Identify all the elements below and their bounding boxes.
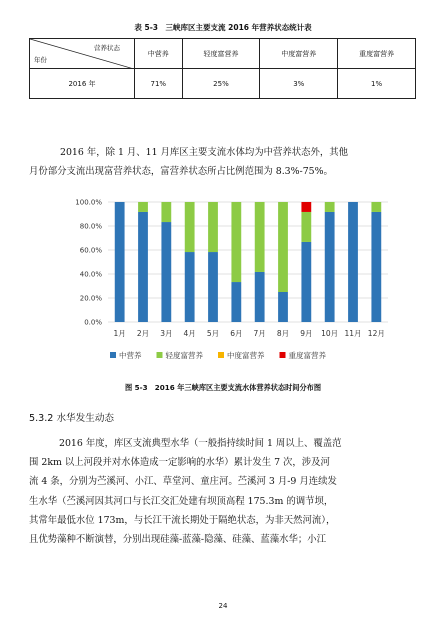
- paragraph-summary-line-2: 月份部分支流出现富营养状态，富营养状态所占比例范围为 8.3%-75%。: [29, 166, 333, 177]
- bar-segment: [348, 202, 358, 322]
- y-tick-label: 60.0%: [79, 246, 102, 255]
- x-tick-label: 1月: [113, 329, 126, 338]
- x-tick-label: 5月: [206, 329, 220, 338]
- x-tick-label: 3月: [160, 329, 173, 338]
- x-tick-label: 4月: [183, 329, 196, 338]
- y-tick-label: 80.0%: [79, 222, 102, 231]
- page-number: 24: [218, 602, 228, 610]
- bar-segment: [301, 212, 311, 242]
- y-tick-label: 20.0%: [79, 294, 102, 303]
- bar-segment: [161, 222, 171, 322]
- header-light-eutrophic: 轻度富营养: [182, 39, 260, 69]
- header-severe-eutrophic: 重度富营养: [338, 39, 416, 69]
- bar-segment: [185, 252, 195, 322]
- bar-segment: [325, 212, 335, 322]
- x-tick-label: 7月: [253, 329, 266, 338]
- legend-label: 中度富营养: [227, 351, 265, 360]
- legend-swatch: [157, 352, 163, 358]
- corner-status-label: 营养状态: [94, 44, 120, 52]
- x-tick-label: 10月: [321, 329, 339, 338]
- table-caption: 表 5-3 三峡库区主要支流 2016 年营养状态统计表: [134, 23, 312, 32]
- bar-segment: [115, 202, 125, 322]
- value-moderate-eutrophic: 3%: [260, 69, 338, 99]
- legend-swatch: [110, 352, 116, 358]
- bar-segment: [371, 202, 381, 212]
- bar-segment: [278, 292, 288, 322]
- table-corner-cell: [30, 39, 135, 69]
- bar-segment: [161, 202, 171, 222]
- y-tick-label: 100.0%: [75, 198, 102, 207]
- bar-segment: [231, 282, 241, 322]
- bar-segment: [231, 202, 241, 282]
- y-tick-label: 0.0%: [84, 318, 102, 327]
- bar-segment: [278, 202, 288, 292]
- bar-segment: [255, 202, 265, 272]
- value-light-eutrophic: 25%: [182, 69, 260, 99]
- paragraph-bloom-line-1: 2016 年度，库区支流典型水华（一般指持续时间 1 周以上、覆盖范: [59, 438, 342, 449]
- paragraph-bloom: [29, 434, 419, 549]
- bar-segment: [185, 202, 195, 252]
- bar-segment: [301, 242, 311, 322]
- y-tick-label: 40.0%: [79, 270, 102, 279]
- paragraph-summary: [29, 143, 415, 181]
- legend-label: 轻度富营养: [165, 351, 203, 360]
- paragraph-bloom-line-2: 围 2km 以上河段并对水体造成一定影响的水华）累计发生 7 次，涉及河: [29, 457, 330, 469]
- row-year-label: 2016 年: [30, 69, 135, 99]
- legend-label: 中营养: [119, 351, 142, 360]
- section-title: 5.3.2 水华发生动态: [29, 413, 115, 424]
- header-mesotrophic: 中营养: [135, 39, 183, 69]
- legend-swatch: [280, 352, 286, 358]
- x-tick-label: 11月: [344, 329, 362, 338]
- corner-year-label: 年份: [34, 56, 47, 64]
- x-tick-label: 12月: [367, 329, 385, 338]
- bar-segment: [138, 202, 148, 212]
- nutrient-status-table: [29, 38, 416, 99]
- bar-segment: [255, 272, 265, 322]
- bar-segment: [208, 252, 218, 322]
- table-header-row: [30, 39, 416, 69]
- bar-segment: [138, 212, 148, 322]
- bar-segment: [325, 202, 335, 212]
- x-tick-label: 9月: [300, 329, 313, 338]
- legend-swatch: [218, 352, 224, 358]
- figure-caption: 图 5-3 2016 年三峡库区主要支流水体营养状态时间分布图: [124, 383, 322, 392]
- x-tick-label: 8月: [276, 329, 290, 338]
- x-tick-label: 6月: [230, 329, 243, 338]
- table-row: [30, 69, 416, 99]
- paragraph-bloom-line-5: 其常年最低水位 173m，与长江干流长期处于隔绝状态，为非天然河流），: [29, 514, 336, 526]
- stacked-bar-chart: [64, 192, 394, 372]
- paragraph-bloom-line-3: 流 4 条，分别为苎溪河、小江、草堂河、童庄河。苎溪河 3 月-9 月连续发: [29, 476, 337, 488]
- paragraph-bloom-line-6: 且优势藻种不断演替，分别出现硅藻-蓝藻-隐藻、硅藻、蓝藻水华；小江: [29, 534, 326, 546]
- header-moderate-eutrophic: 中度富营养: [260, 39, 338, 69]
- bar-segment: [371, 212, 381, 322]
- value-severe-eutrophic: 1%: [338, 69, 416, 99]
- paragraph-bloom-line-4: 生水华（苎溪河因其河口与长江交汇处建有坝顶高程 175.3m 的调节坝，: [29, 495, 334, 507]
- bar-segment: [301, 202, 311, 212]
- legend-label: 重度富营养: [288, 351, 326, 360]
- value-mesotrophic: 71%: [135, 69, 183, 99]
- x-tick-label: 2月: [136, 329, 150, 338]
- paragraph-summary-line-1: 2016 年，除 1 月、11 月库区主要支流水体均为中营养状态外，其他: [60, 147, 349, 158]
- bar-segment: [208, 202, 218, 252]
